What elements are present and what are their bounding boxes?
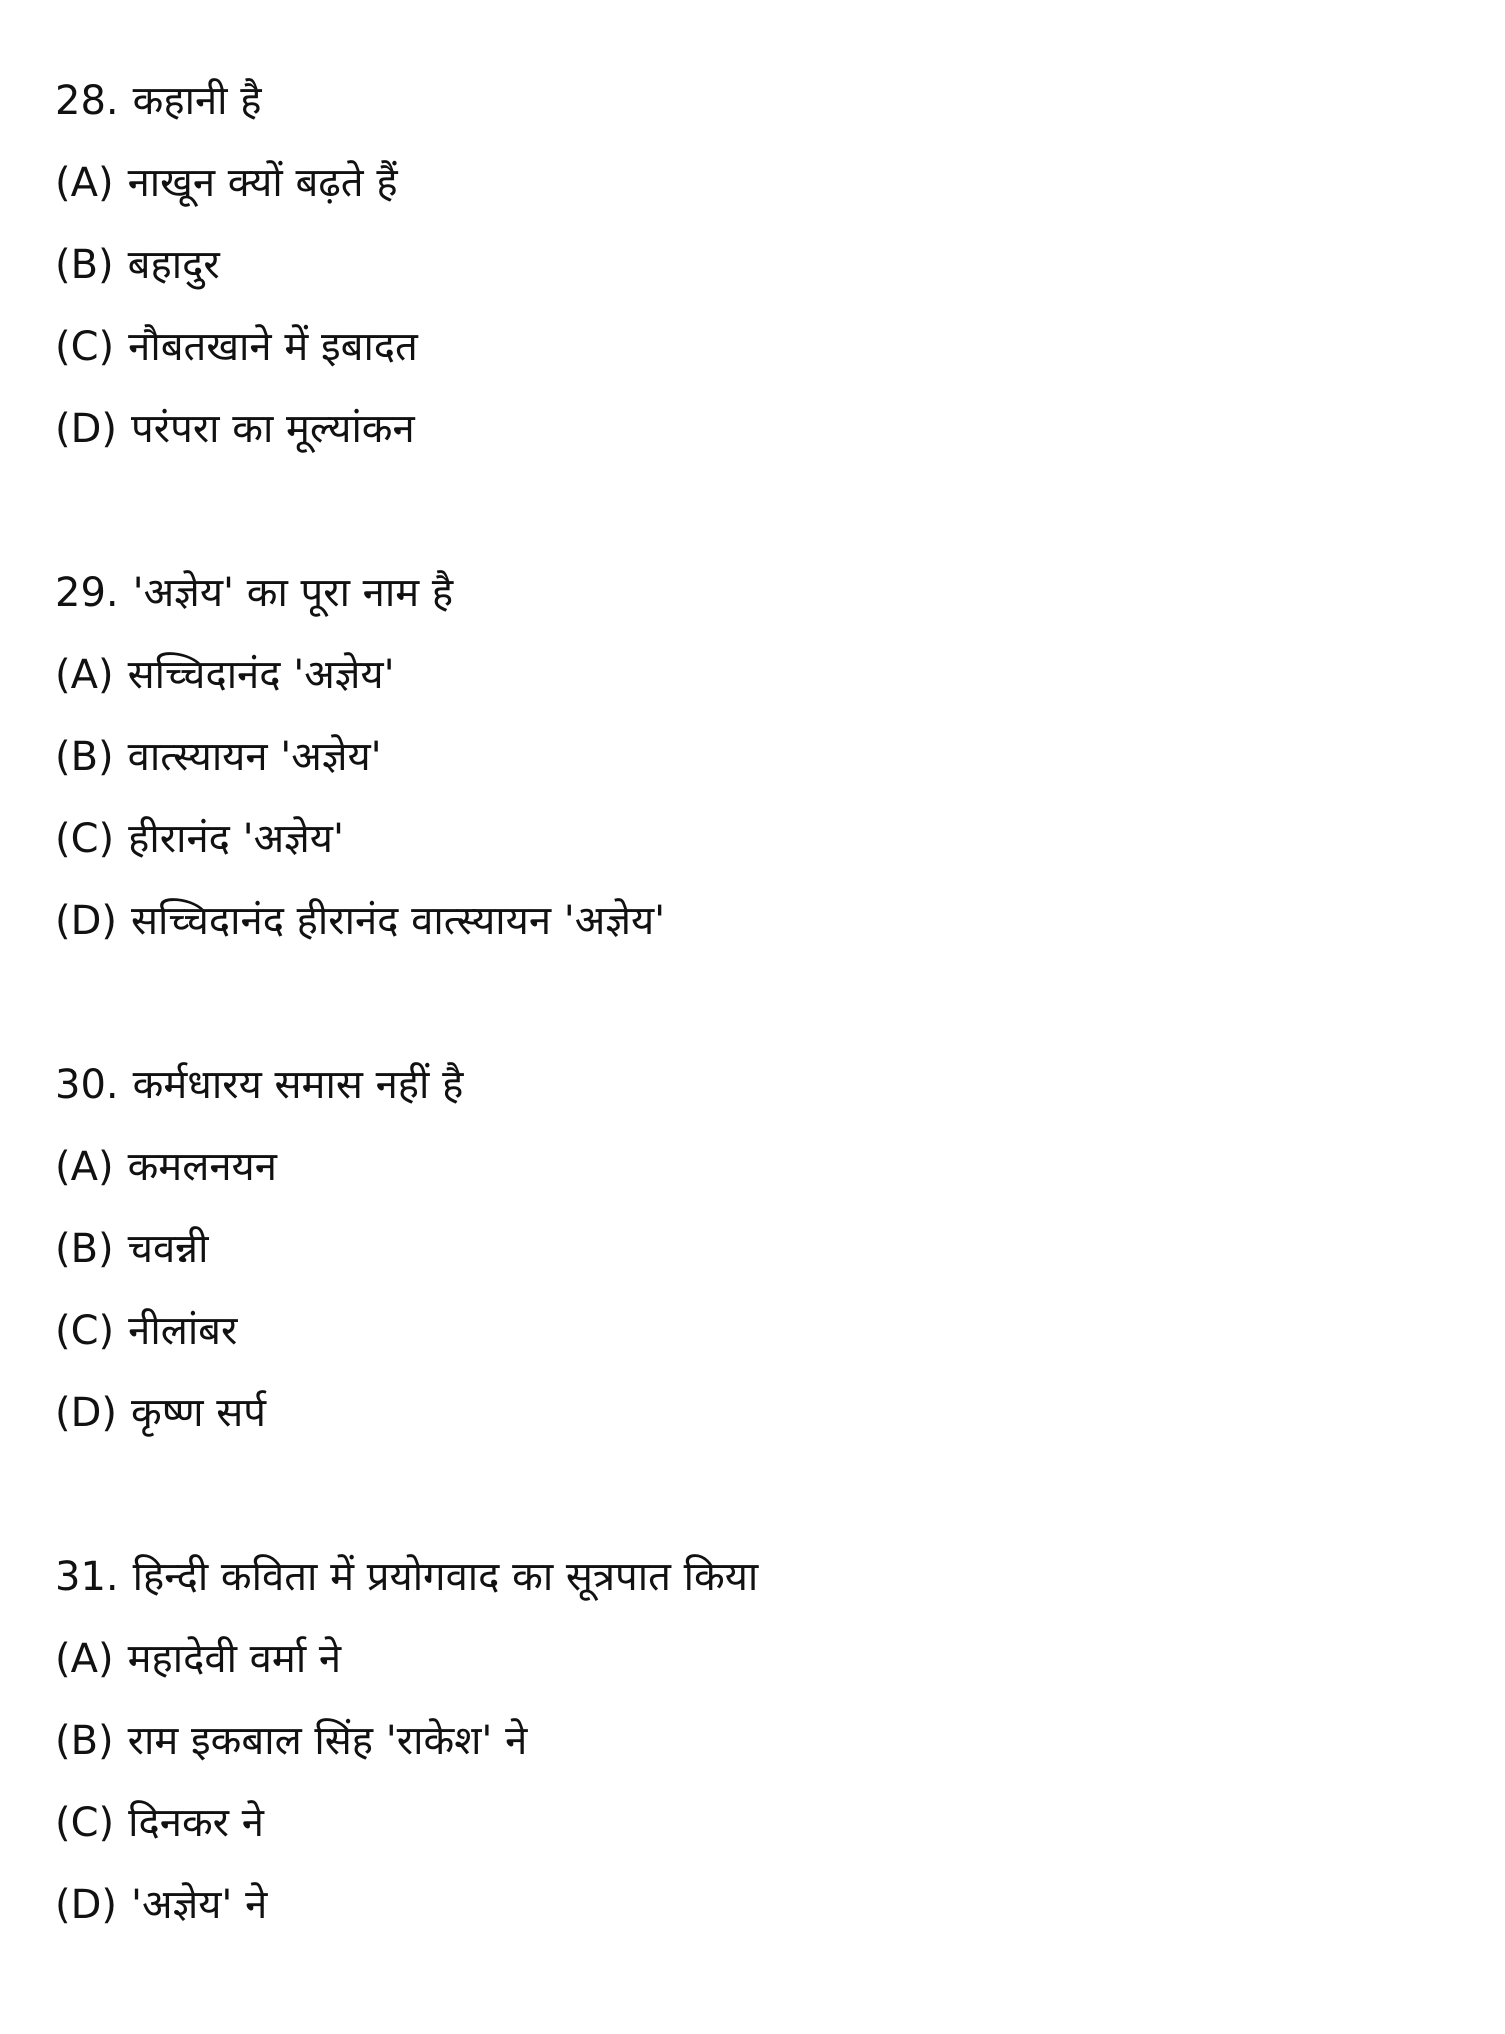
option-label: (B)	[55, 1718, 114, 1764]
answer-option	[55, 798, 758, 880]
option-text: नीलांबर	[128, 1308, 238, 1354]
option-text: वात्स्यायन 'अज्ञेय'	[127, 734, 382, 780]
option-text: सच्चिदानंद 'अज्ञेय'	[127, 652, 395, 698]
question-block	[55, 1536, 758, 1946]
answer-option	[55, 880, 758, 962]
option-text: कमलनयन	[127, 1144, 277, 1190]
answer-option	[55, 1208, 758, 1290]
option-label: (B)	[55, 734, 114, 780]
option-text: बहादुर	[127, 242, 220, 288]
option-label: (A)	[55, 652, 114, 698]
question-text: कर्मधारय समास नहीं है	[132, 1062, 464, 1108]
option-text: राम इकबाल सिंह 'राकेश' ने	[127, 1718, 528, 1764]
option-text: नौबतखाने में इबादत	[128, 324, 418, 370]
option-label: (D)	[55, 1390, 118, 1436]
option-label: (A)	[55, 160, 114, 206]
answer-option	[55, 1700, 758, 1782]
option-text: 'अज्ञेय' ने	[131, 1882, 268, 1928]
option-label: (A)	[55, 1144, 114, 1190]
option-label: (A)	[55, 1636, 114, 1682]
option-label: (C)	[55, 1800, 115, 1846]
option-label: (B)	[55, 242, 114, 288]
answer-option	[55, 142, 758, 224]
answer-option	[55, 1618, 758, 1700]
option-label: (B)	[55, 1226, 114, 1272]
option-text: महादेवी वर्मा ने	[127, 1636, 342, 1682]
question-text: हिन्दी कविता में प्रयोगवाद का सूत्रपात किया	[132, 1554, 759, 1600]
option-text: दिनकर ने	[128, 1800, 264, 1846]
answer-option	[55, 634, 758, 716]
question-block	[55, 60, 758, 470]
answer-option	[55, 388, 758, 470]
option-label: (D)	[55, 1882, 118, 1928]
option-label: (C)	[55, 816, 115, 862]
answer-option	[55, 1290, 758, 1372]
option-text: परंपरा का मूल्यांकन	[131, 406, 415, 452]
answer-option	[55, 1126, 758, 1208]
option-text: चवन्नी	[127, 1226, 209, 1272]
question-number: 30.	[55, 1062, 119, 1108]
answer-option	[55, 224, 758, 306]
answer-option	[55, 716, 758, 798]
option-text: सच्चिदानंद हीरानंद वात्स्यायन 'अज्ञेय'	[131, 898, 666, 944]
question-text: कहानी है	[132, 78, 262, 124]
question-stem	[55, 60, 758, 142]
question-number: 29.	[55, 570, 119, 616]
question-block	[55, 552, 758, 962]
question-block	[55, 1044, 758, 1454]
question-stem	[55, 1536, 758, 1618]
question-number: 31.	[55, 1554, 119, 1600]
answer-option	[55, 1782, 758, 1864]
option-text: कृष्ण सर्प	[131, 1390, 267, 1436]
option-label: (C)	[55, 1308, 115, 1354]
question-stem	[55, 552, 758, 634]
question-number: 28.	[55, 78, 119, 124]
option-text: हीरानंद 'अज्ञेय'	[128, 816, 345, 862]
option-label: (C)	[55, 324, 115, 370]
question-list	[55, 60, 758, 2028]
answer-option	[55, 1372, 758, 1454]
answer-option	[55, 306, 758, 388]
question-stem	[55, 1044, 758, 1126]
option-label: (D)	[55, 898, 118, 944]
question-text: 'अज्ञेय' का पूरा नाम है	[132, 570, 454, 616]
option-label: (D)	[55, 406, 118, 452]
answer-option	[55, 1864, 758, 1946]
option-text: नाखून क्यों बढ़ते हैं	[127, 160, 398, 206]
